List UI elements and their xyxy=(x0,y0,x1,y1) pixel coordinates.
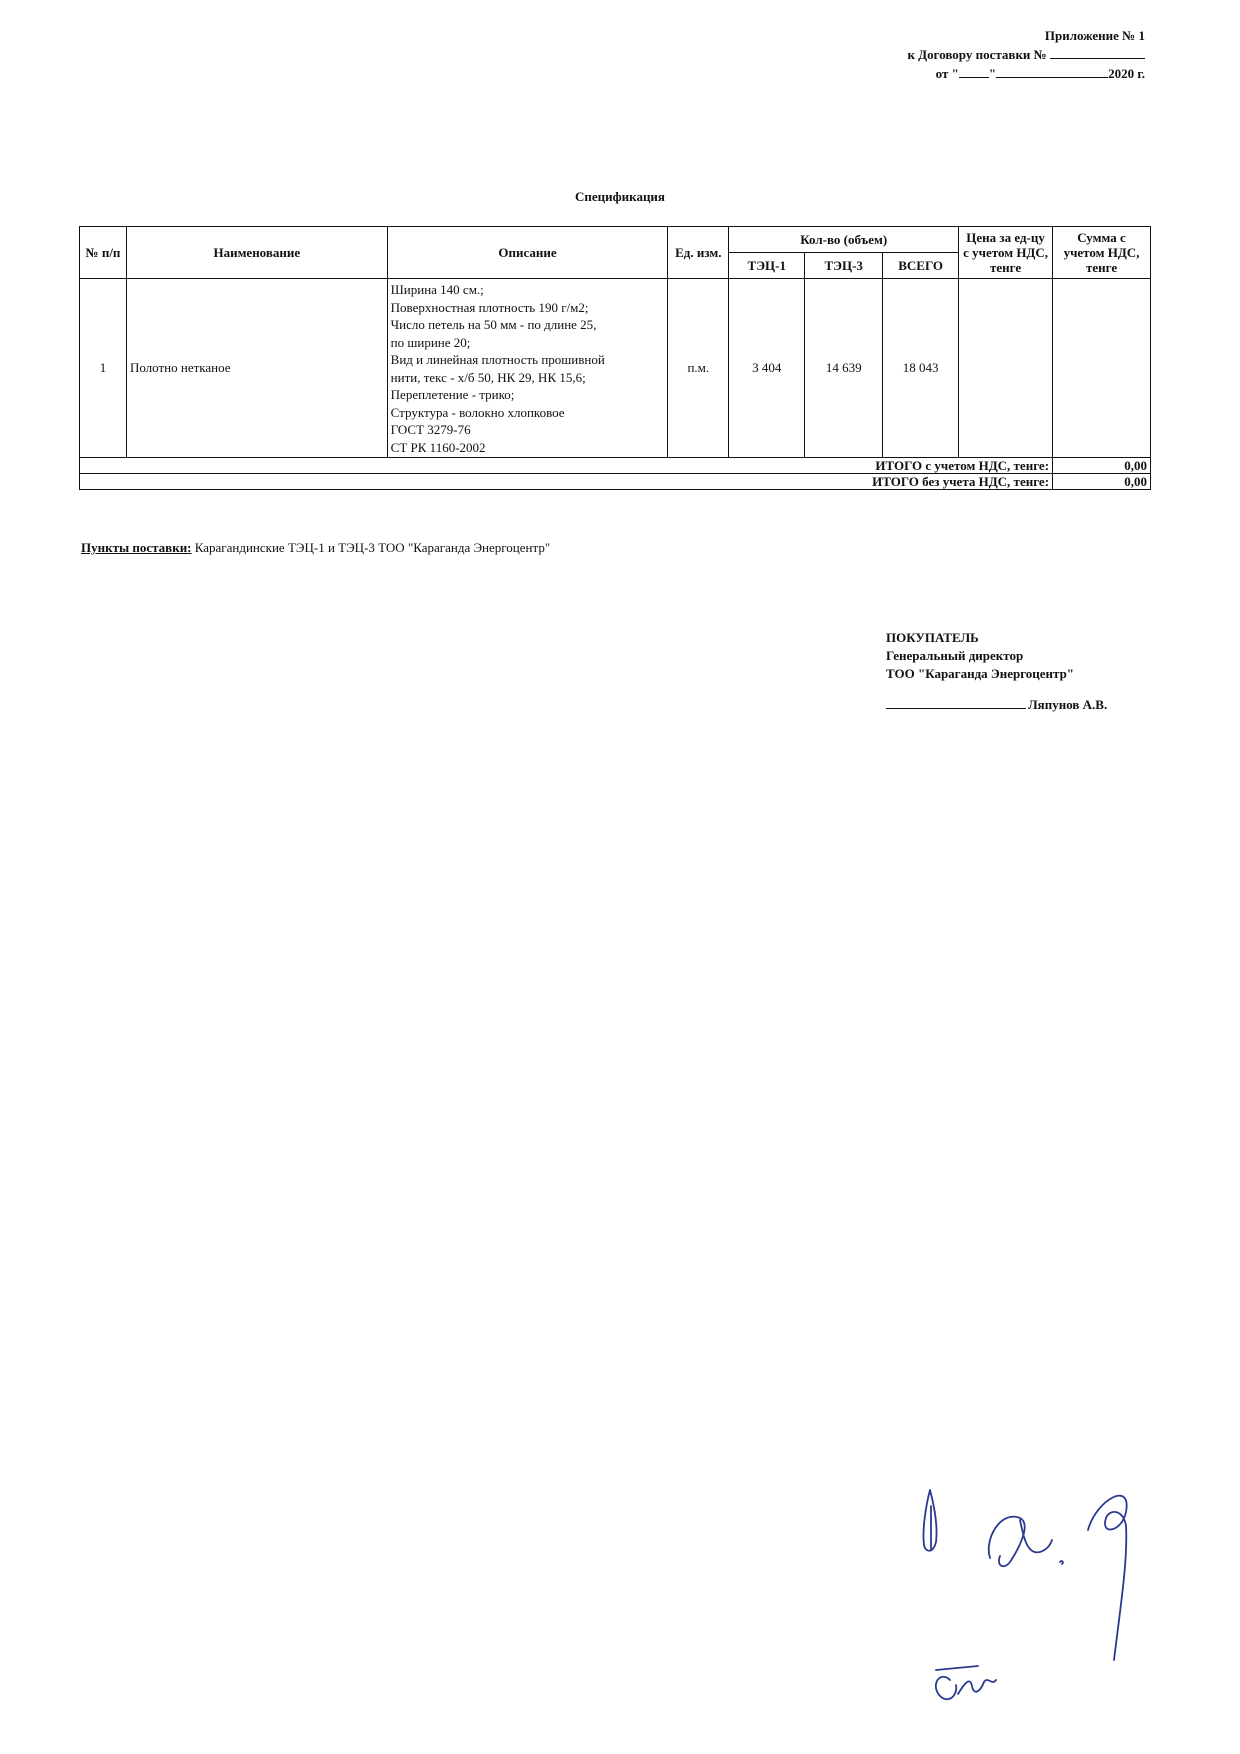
col-unit: Ед. изм. xyxy=(668,227,729,279)
description-line: Ширина 140 см.; xyxy=(390,282,484,297)
col-tec1: ТЭЦ-1 xyxy=(729,253,805,279)
description-line: Поверхностная плотность 190 г/м2; xyxy=(390,299,589,315)
col-description: Описание xyxy=(387,227,668,279)
specification-table xyxy=(79,226,1151,490)
description-line: Структура - волокно хлопковое xyxy=(390,404,565,420)
buyer-role: ПОКУПАТЕЛЬ xyxy=(886,630,979,645)
signature-line xyxy=(886,696,1107,713)
cell-tec3: 14 639 xyxy=(805,279,883,458)
buyer-block xyxy=(886,629,1074,683)
col-total: ВСЕГО xyxy=(883,253,959,279)
description-line: Вид и линейная плотность прошивной xyxy=(390,352,605,367)
col-sum: Сумма с учетом НДС, тенге xyxy=(1053,227,1151,279)
buyer-company: ТОО "Караганда Энергоцентр" xyxy=(886,666,1075,681)
date-month-blank xyxy=(996,65,1108,78)
cell-name: Полотно нетканое xyxy=(126,279,387,458)
date-prefix: от " xyxy=(935,66,959,81)
handwritten-signature-icon xyxy=(900,1470,1180,1730)
cell-price xyxy=(959,279,1053,458)
total-without-vat-value: 0,00 xyxy=(1053,474,1151,490)
appendix-header xyxy=(907,26,1145,83)
document-title: Спецификация xyxy=(575,189,665,204)
total-without-vat-label: ИТОГО без учета НДС, тенге: xyxy=(80,474,1053,490)
delivery-label: Пункты поставки: xyxy=(81,540,192,555)
contract-number-blank xyxy=(1050,46,1145,59)
description-line: Переплетение - трико; xyxy=(390,387,515,402)
col-tec3: ТЭЦ-3 xyxy=(805,253,883,279)
contract-reference xyxy=(907,45,1145,64)
table-row xyxy=(80,279,1151,458)
total-with-vat-value: 0,00 xyxy=(1053,458,1151,474)
contract-reference-text: к Договору поставки № xyxy=(907,47,1047,62)
cell-tec1: 3 404 xyxy=(729,279,805,458)
cell-total: 18 043 xyxy=(883,279,959,458)
total-with-vat-label: ИТОГО с учетом НДС, тенге: xyxy=(80,458,1053,474)
col-quantity-group: Кол-во (объем) xyxy=(729,227,959,253)
contract-date xyxy=(907,64,1145,83)
header-row xyxy=(80,227,1151,253)
date-day-blank xyxy=(959,65,989,78)
description-line: Число петель на 50 мм - по длине 25, xyxy=(390,317,597,332)
delivery-points xyxy=(81,540,550,556)
date-mid: " xyxy=(988,66,997,81)
description-line: нити, текс - х/б 50, НК 29, НК 15,6; xyxy=(390,369,586,385)
total-row-with-vat xyxy=(80,458,1151,474)
signature-blank xyxy=(886,696,1026,709)
cell-num: 1 xyxy=(80,279,127,458)
buyer-position: Генеральный директор xyxy=(886,648,1024,663)
cell-description xyxy=(387,279,668,458)
cell-sum xyxy=(1053,279,1151,458)
total-row-without-vat xyxy=(80,474,1151,490)
description-line: СТ РК 1160-2002 xyxy=(390,439,486,455)
appendix-number: Приложение № 1 xyxy=(1044,28,1145,43)
description-line: по ширине 20; xyxy=(390,334,471,350)
delivery-text: Карагандинские ТЭЦ-1 и ТЭЦ-3 ТОО "Караганда Энергоцентр" xyxy=(191,540,551,555)
col-price: Цена за ед-цу с учетом НДС, тенге xyxy=(959,227,1053,279)
col-name: Наименование xyxy=(126,227,387,279)
col-num: № п/п xyxy=(80,227,127,279)
description-line: ГОСТ 3279-76 xyxy=(390,422,471,437)
signatory-name: Ляпунов А.В. xyxy=(1028,697,1108,712)
date-suffix: 2020 г. xyxy=(1108,66,1145,81)
cell-unit: п.м. xyxy=(668,279,729,458)
